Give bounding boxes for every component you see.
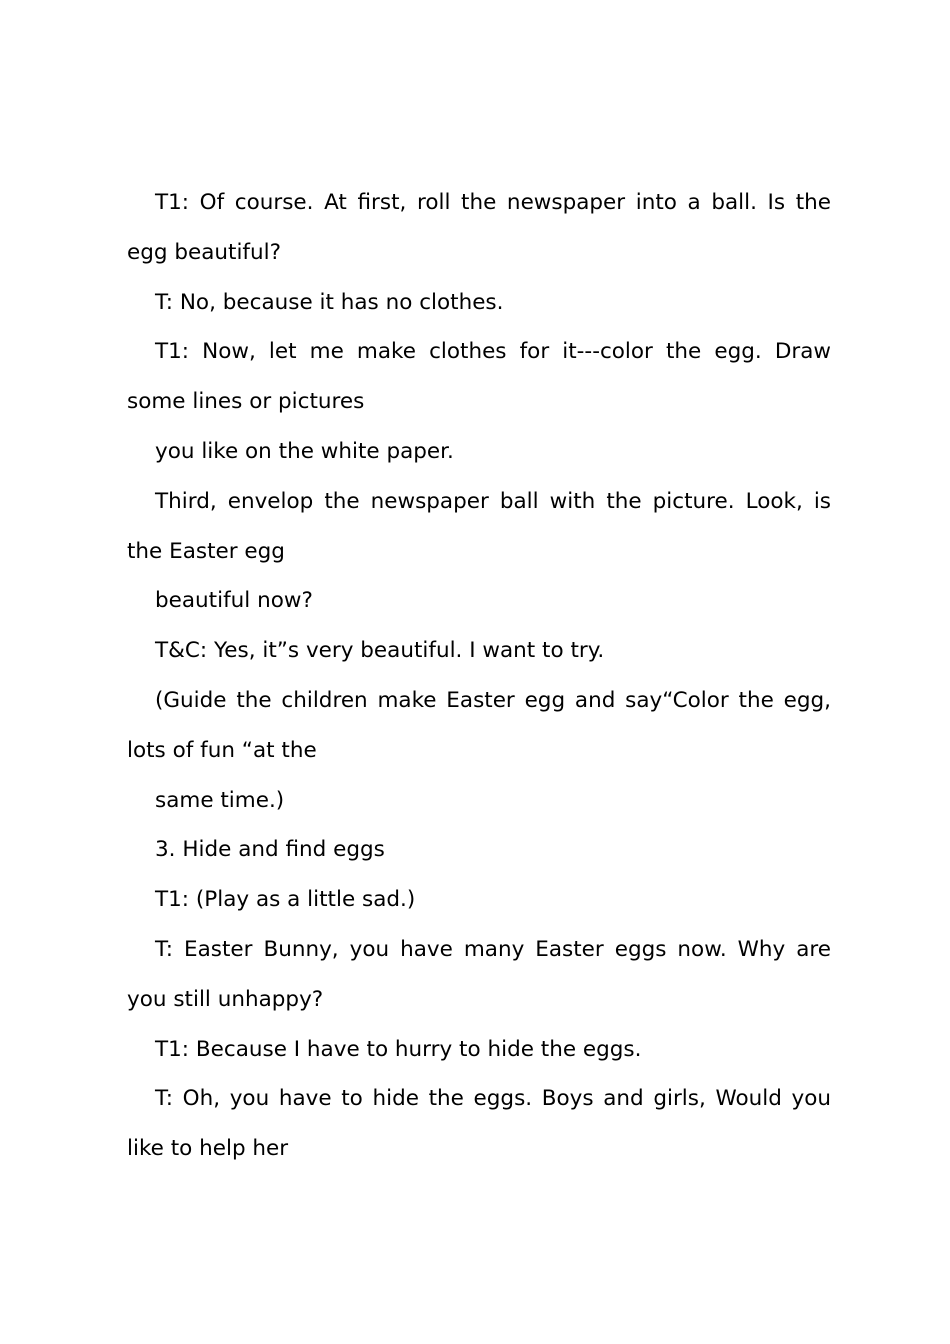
paragraph: (Guide the children make Easter egg and say“Color the egg, lots of fun “at the (127, 687, 831, 763)
paragraph: T&C: Yes, it”s very beautiful. I want to try. (155, 638, 605, 664)
paragraph: beautiful now? (155, 588, 313, 614)
paragraph: T1: Because I have to hurry to hide the eggs. (155, 1036, 642, 1062)
document-page (127, 178, 831, 1174)
paragraph: T: Oh, you have to hide the eggs. Boys and girls, Would you like to help her (127, 1086, 831, 1162)
paragraph: Third, envelop the newspaper ball with the picture. Look, is the Easter egg (127, 488, 831, 564)
paragraph: T1: Of course. At first, roll the newspaper into a ball. Is the egg beautiful? (127, 190, 831, 265)
paragraph: T: Easter Bunny, you have many Easter eggs now. Why are you still unhappy? (127, 936, 831, 1012)
section-heading: 3. Hide and find eggs (155, 837, 385, 863)
paragraph: T1: (Play as a little sad.) (155, 887, 416, 913)
paragraph: T1: Now, let me make clothes for it---color the egg. Draw some lines or pictures (127, 339, 831, 415)
paragraph: T: No, because it has no clothes. (155, 289, 504, 315)
paragraph: same time.) (155, 787, 285, 813)
paragraph: you like on the white paper. (155, 438, 454, 464)
